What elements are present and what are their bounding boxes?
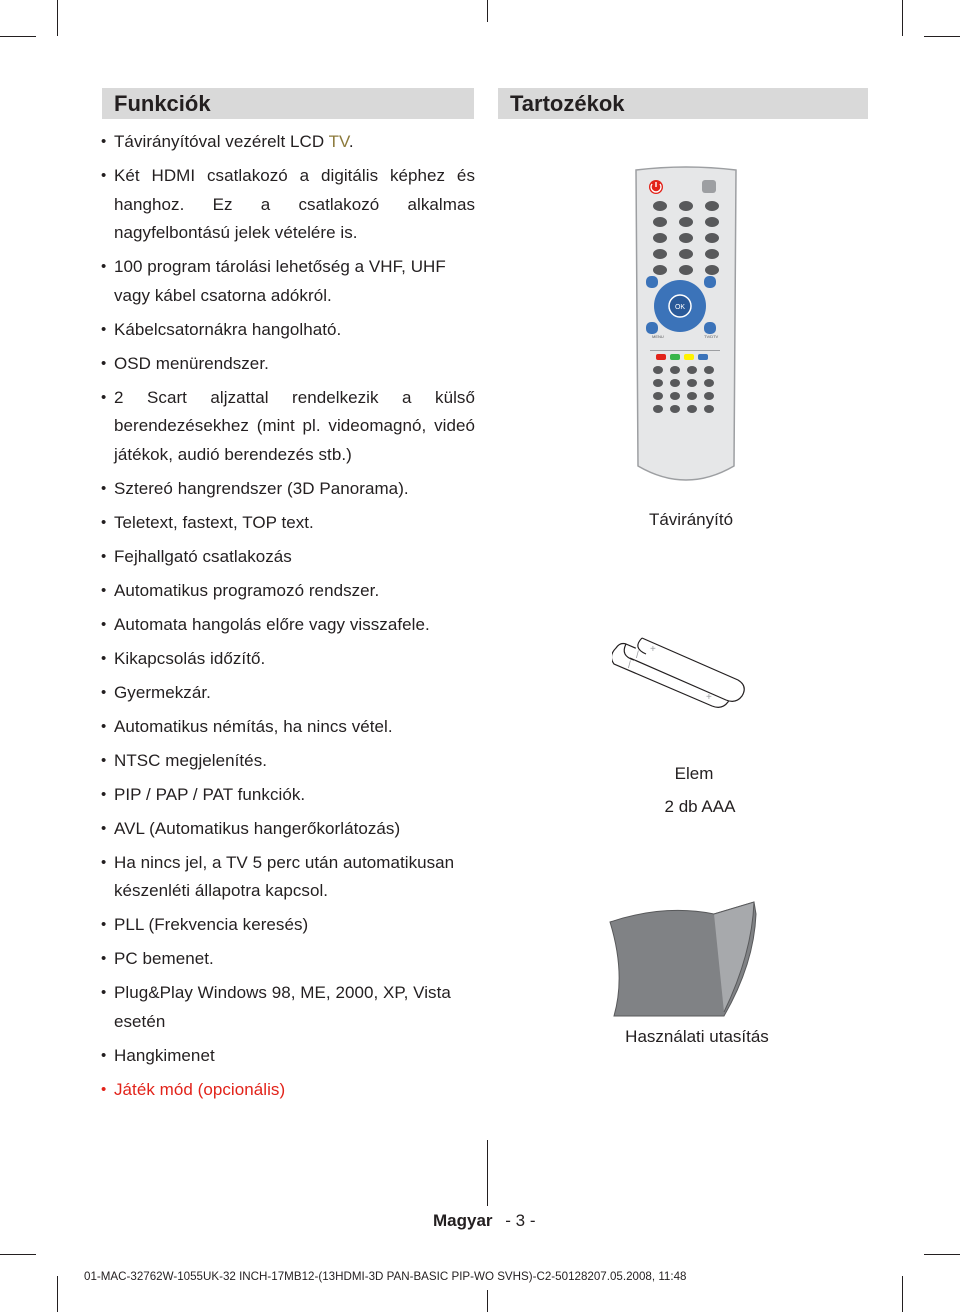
features-list — [101, 128, 475, 1110]
remote-button — [670, 392, 680, 400]
list-item: • Kábelcsatornákra hangolható. — [101, 316, 475, 345]
manual-caption: Használati utasítás — [625, 1027, 769, 1046]
list-item: • Távirányítóval vezérelt LCD TV. — [101, 128, 475, 157]
remote-button — [670, 405, 680, 413]
page-number — [433, 1211, 536, 1231]
svg-text:+: + — [706, 692, 712, 703]
remote-button — [704, 379, 714, 387]
list-item: • AVL (Automatikus hangerőkorlátozás) — [101, 815, 475, 844]
crop-mark — [902, 0, 903, 36]
svg-text:+: + — [650, 644, 656, 655]
remote-button — [653, 379, 663, 387]
manual-book-image — [604, 894, 764, 1018]
remote-button — [653, 217, 667, 227]
remote-button — [653, 201, 667, 211]
accessories-title: Tartozékok — [498, 88, 868, 119]
list-item: • OSD menürendszer. — [101, 350, 475, 379]
list-item: • Automatikus némítás, ha nincs vétel. — [101, 713, 475, 742]
ok-label: OK — [674, 304, 686, 311]
list-item: • Ha nincs jel, a TV 5 perc után automatikusan készenléti állapotra kapcsol. — [101, 849, 475, 906]
list-item: • 2 Scart aljzattal rendelkezik a külső berendezésekhez (mint pl. videomagnó, videó játékok, audió berendezés stb.) — [101, 384, 475, 470]
footer-language: Magyar — [433, 1211, 493, 1230]
remote-button — [705, 217, 719, 227]
remote-control-image — [630, 166, 742, 490]
remote-button — [653, 405, 663, 413]
svg-text:/: / — [636, 650, 639, 661]
crop-mark — [57, 0, 58, 36]
remote-button — [704, 366, 714, 374]
list-item: • Gyermekzár. — [101, 679, 475, 708]
list-item: • Plug&Play Windows 98, ME, 2000, XP, Vista esetén — [101, 979, 475, 1036]
crop-mark — [924, 1254, 960, 1255]
battery-caption: Elem — [674, 764, 714, 783]
remote-button — [705, 233, 719, 243]
remote-button — [679, 233, 693, 243]
remote-button — [653, 233, 667, 243]
list-item: • Hangkimenet — [101, 1042, 475, 1071]
remote-caption: Távirányító — [648, 510, 734, 529]
list-item: • NTSC megjelenítés. — [101, 747, 475, 776]
tvdtv-label: TV/DTV — [704, 334, 719, 339]
list-item: • Sztereó hangrendszer (3D Panorama). — [101, 475, 475, 504]
crop-mark — [902, 1276, 903, 1312]
list-item: • Automata hangolás előre vagy visszafele. — [101, 611, 475, 640]
column-divider — [487, 1140, 488, 1206]
menu-label: MENU — [652, 334, 664, 339]
list-item: • PIP / PAP / PAT funkciók. — [101, 781, 475, 810]
list-item: • 100 program tárolási lehetőség a VHF, UHF vagy kábel csatorna adókról. — [101, 253, 475, 310]
list-item: • Játék mód (opcionális) — [101, 1076, 475, 1105]
list-item: • Teletext, fastext, TOP text. — [101, 509, 475, 538]
battery-quantity: 2 db AAA — [664, 797, 736, 816]
crop-mark — [487, 1290, 488, 1312]
remote-button — [670, 366, 680, 374]
list-item: • Két HDMI csatlakozó a digitális képhez és hanghoz. Ez a csatlakozó alkalmas nagyfelbontású jelek vételére is. — [101, 162, 475, 248]
remote-button — [687, 366, 697, 374]
remote-button — [679, 249, 693, 259]
crop-mark — [57, 1276, 58, 1312]
remote-button — [679, 265, 693, 275]
batteries-image — [612, 630, 748, 722]
list-item: • Automatikus programozó rendszer. — [101, 577, 475, 606]
crop-mark — [924, 36, 960, 37]
list-item: • Kikapcsolás időzítő. — [101, 645, 475, 674]
remote-button — [704, 405, 714, 413]
remote-button — [687, 392, 697, 400]
remote-button — [653, 265, 667, 275]
remote-button — [704, 392, 714, 400]
crop-mark — [487, 0, 488, 22]
remote-button — [653, 392, 663, 400]
features-title: Funkciók — [102, 88, 474, 119]
crop-mark — [0, 1254, 36, 1255]
remote-button — [705, 201, 719, 211]
footer-file-info: 01-MAC-32762W-1055UK-32 INCH-17MB12-(13HDMI-3D PAN-BASIC PIP-WO SVHS)-C2-50128207.05.2008, 11:48 — [84, 1270, 687, 1283]
list-item: • Fejhallgató csatlakozás — [101, 543, 475, 572]
remote-button — [653, 366, 663, 374]
remote-button — [705, 265, 719, 275]
remote-button — [670, 379, 680, 387]
tv-word: TV — [328, 132, 349, 151]
crop-mark — [0, 36, 36, 37]
remote-button — [687, 405, 697, 413]
footer-page-number: - 3 - — [505, 1211, 536, 1230]
remote-button — [679, 201, 693, 211]
remote-button — [687, 379, 697, 387]
remote-button — [653, 249, 667, 259]
svg-text:/: / — [628, 660, 631, 671]
list-item: • PC bemenet. — [101, 945, 475, 974]
list-item: • PLL (Frekvencia keresés) — [101, 911, 475, 940]
remote-button — [679, 217, 693, 227]
remote-button — [705, 249, 719, 259]
